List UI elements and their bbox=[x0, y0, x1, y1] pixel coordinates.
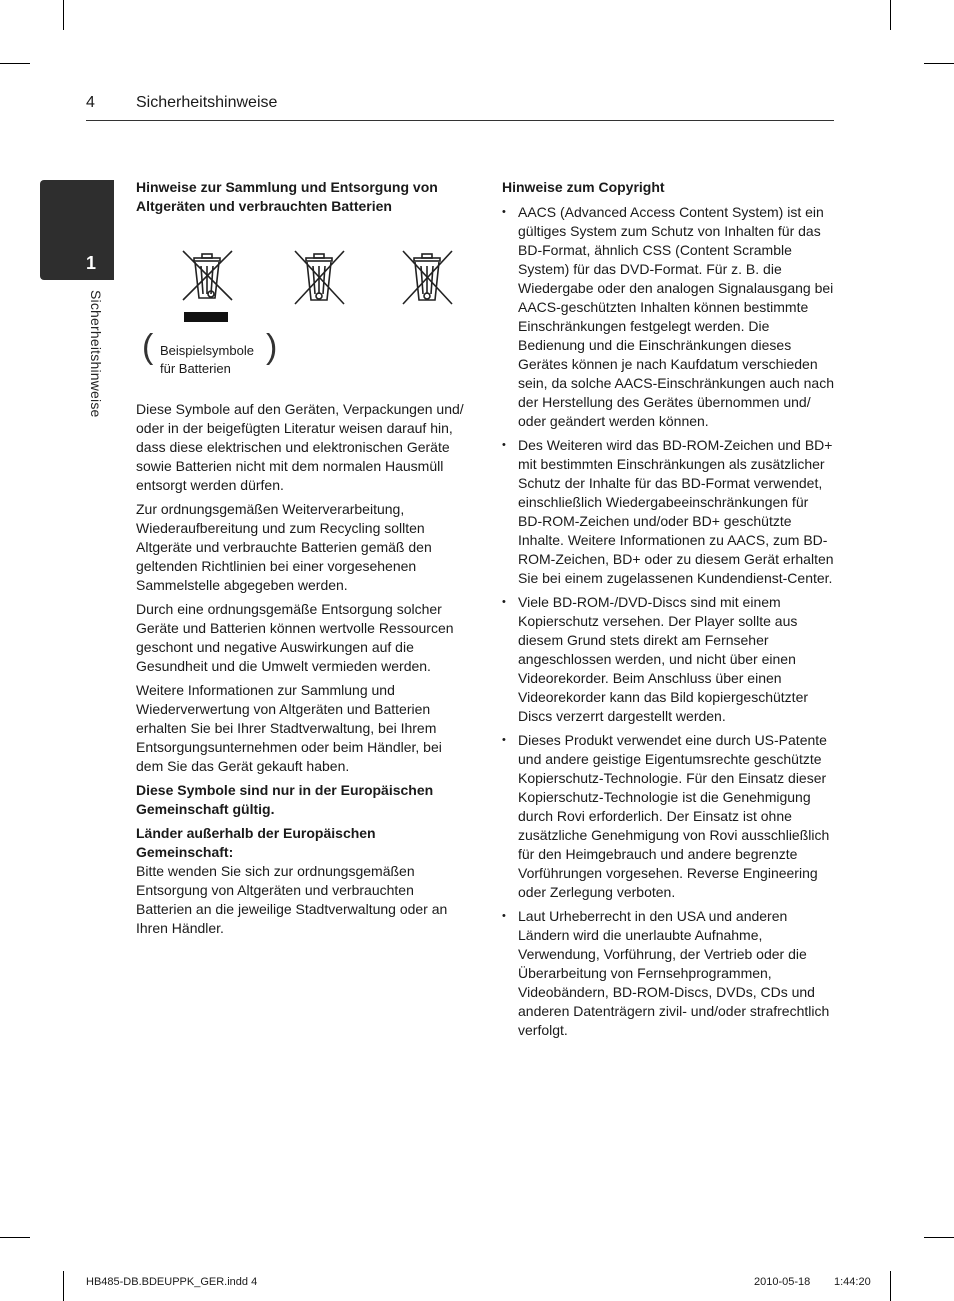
header-title: Sicherheitshinweise bbox=[136, 94, 278, 111]
crop-mark bbox=[890, 1271, 891, 1301]
list-item: • Dieses Produkt verwendet eine durch US-Patente und andere geistige Eigentumsrechte geschützte Kopierschutz-Technologie. Für den Einsatz dieser Kopierschutz-Technologie ist die Genehmigung durch Rovi erforderlich. Der Einsatz ist ohne zusätzliche Genehmigung von Rovi ausschließlich für den Heimgebrauch und andere begrenzte Vorführungen vorgesehen. Reverse Engineering oder Zerlegung verboten. bbox=[502, 731, 836, 902]
crossed-bin-battery-icon bbox=[292, 250, 348, 310]
crop-mark bbox=[63, 0, 64, 30]
chapter-label: Sicherheitshinweise bbox=[88, 290, 104, 418]
right-column bbox=[502, 178, 836, 1045]
disposal-paragraph: Zur ordnungsgemäßen Weiterverarbeitung, Wiederaufbereitung und zum Recycling sollten Altgeräte und verbrauchte Batterien gemäß den geltenden Richtlinien bei einer vorgesehenen Sammelstelle abgegeben werden. bbox=[136, 501, 432, 593]
crop-mark bbox=[63, 1271, 64, 1301]
crop-mark bbox=[890, 0, 891, 30]
page-header bbox=[86, 94, 834, 121]
footer-time: 1:44:20 bbox=[834, 1276, 871, 1288]
disposal-paragraph: Durch eine ordnungsgemäße Entsorgung solcher Geräte und Batterien können wertvolle Ressourcen geschont und negative Auswirkungen auf die Gesundheit und die Umwelt vermieden werden. bbox=[136, 601, 454, 674]
outside-eu-text: Bitte wenden Sie sich zur ordnungsgemäßen Entsorgung von Altgeräten und verbrauchten Batterien an die jeweilige Stadtverwaltung oder an Ihren Händler. bbox=[136, 863, 448, 936]
left-column bbox=[136, 178, 468, 943]
symbol-caption: Beispielsymbole für Batterien bbox=[160, 343, 254, 376]
copyright-heading: Hinweise zum Copyright bbox=[502, 179, 665, 195]
crop-mark bbox=[924, 63, 954, 64]
copyright-list bbox=[502, 203, 836, 1040]
disposal-paragraph: Diese Symbole auf den Geräten, Verpackungen und/ oder in der beigefügten Literatur weisen darauf hin, dass diese elektrischen und elektronischen Geräte sowie Batterien nicht mit dem normalen Hausmüll entsorgt werden dürfen. bbox=[136, 401, 464, 493]
footer-date: 2010-05-18 bbox=[754, 1276, 811, 1288]
disposal-heading: Hinweise zur Sammlung und Entsorgung von Altgeräten und verbrauchten Batterien bbox=[136, 179, 438, 214]
crossed-bin-icon bbox=[180, 250, 236, 326]
chapter-tab bbox=[40, 180, 114, 280]
crop-mark bbox=[924, 1237, 954, 1238]
crossed-bin-battery-icon bbox=[400, 250, 456, 310]
eu-note: Diese Symbole sind nur in der Europäischen Gemeinschaft gültig. bbox=[136, 782, 434, 817]
crop-mark bbox=[0, 1237, 30, 1238]
list-item: • Viele BD-ROM-/DVD-Discs sind mit einem Kopierschutz versehen. Der Player sollte aus diesem Grund stets direkt am Fernseher angeschlossen werden, und nicht über einen Videorekorder. Beim Anschluss über einen Videorekorder kann das Bild kopiergeschützter Discs verzerrt dargestellt werden. bbox=[502, 593, 836, 726]
crop-mark bbox=[0, 63, 30, 64]
chapter-number: 1 bbox=[85, 253, 96, 273]
disposal-symbols bbox=[136, 250, 468, 400]
disposal-paragraph: Weitere Informationen zur Sammlung und Wiederverwertung von Altgeräten und Batterien erhalten Sie bei Ihrer Stadtverwaltung, bei Ihrem Entsorgungsunternehmen oder beim Händler, bei dem Sie das Gerät gekauft haben. bbox=[136, 682, 442, 774]
list-item: • Laut Urheberrecht in den USA und anderen Ländern wird die unerlaubte Aufnahme, Verwendung, Vorführung, der Vertrieb oder die Überarbeitung von Fernsehprogrammen, Videobändern, BD-ROM-Discs, DVDs, CDs und anderen Datenträgern zivil- und/oder strafrechtlich verfolgt. bbox=[502, 907, 836, 1040]
footer-filename: HB485-DB.BDEUPPK_GER.indd 4 bbox=[86, 1276, 258, 1288]
bracket-right-icon: ) bbox=[266, 328, 278, 366]
list-item: • AACS (Advanced Access Content System) ist ein gültiges System zum Schutz von Inhalten für das BD-Format, ähnlich CSS (Content Scramble System) für das DVD-Format. Für z. B. die Wiedergabe oder den analogen Signalausgang bei AACS-geschützten Inhalten können bestimmte Einschränkungen festgelegt werden. Die Bedienung und die Einschränkungen dieses Gerätes können je nach Kaufdatum verschieden sein, da solche AACS-Einschränkungen auch nach der Herstellung des Gerätes übernommen und/ oder geändert werden können. bbox=[502, 203, 836, 431]
page-number: 4 bbox=[86, 94, 95, 111]
outside-eu-heading: Länder außerhalb der Europäischen Gemeinschaft: bbox=[136, 825, 376, 860]
bracket-left-icon: ( bbox=[142, 328, 154, 366]
list-item: • Des Weiteren wird das BD-ROM-Zeichen und BD+ mit bestimmten Einschränkungen als zusätzlicher Schutz der Inhalte für das BD-Format verwendet, einschließlich Wiedergabeeinschränkungen für BD-ROM-Zeichen und/oder BD+ geschützte Inhalte. Weitere Informationen zu AACS, zum BD-ROM-Zeichen, BD+ oder zu diesem Gerät erhalten Sie bei einem zugelassenen Kundendienst-Center. bbox=[502, 436, 836, 588]
